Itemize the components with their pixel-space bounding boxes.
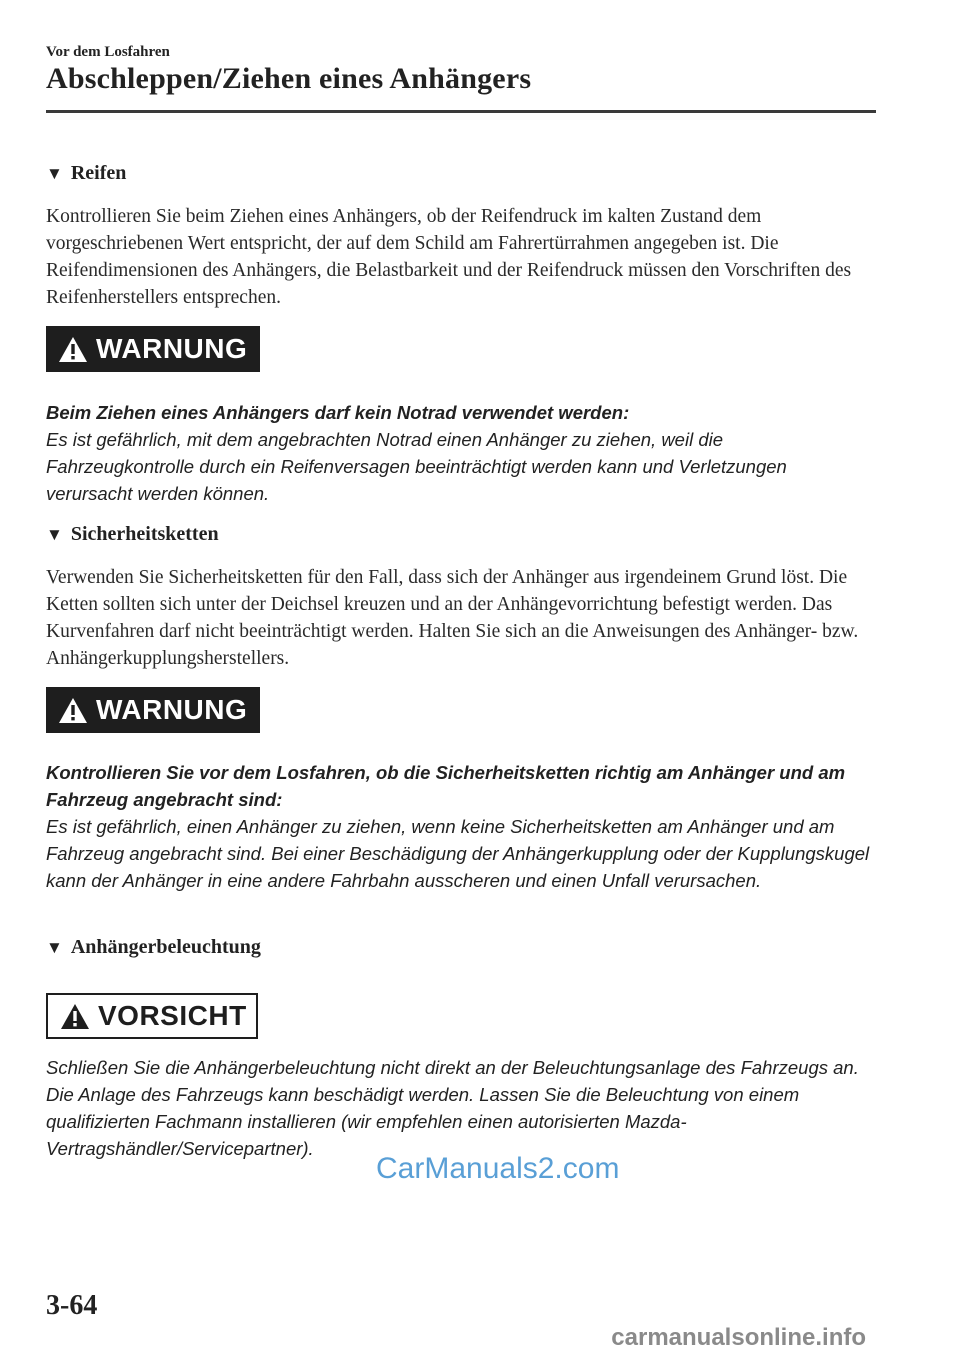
warning-lead: Beim Ziehen eines Anhängers darf kein Notrad verwendet werden: — [46, 402, 630, 423]
triangle-down-icon: ▼ — [46, 938, 63, 957]
warning-note — [46, 759, 876, 894]
warning-badge — [46, 326, 260, 372]
warning-lead: Kontrollieren Sie vor dem Losfahren, ob die Sicherheitsketten richtig am Anhänger und am Fahrzeug angebracht sind: — [46, 762, 846, 810]
watermark-logo: CarManuals2.com — [376, 1152, 620, 1185]
caution-note — [46, 1054, 876, 1162]
warning-label: WARNUNG — [96, 694, 248, 725]
section-sicherheitsketten — [46, 521, 876, 547]
warning-note — [46, 399, 876, 507]
caution-badge — [46, 993, 258, 1039]
triangle-down-icon: ▼ — [46, 164, 63, 183]
warning-badge — [46, 687, 260, 733]
section-reifen — [46, 160, 876, 186]
warning-triangle-icon — [58, 697, 88, 724]
footer-site-mark: carmanualsonline.info — [611, 1324, 866, 1351]
caution-label: VORSICHT — [98, 1000, 247, 1031]
page-number: 3-64 — [46, 1290, 98, 1321]
caution-triangle-icon — [60, 1003, 90, 1030]
warning-label: WARNUNG — [96, 333, 248, 364]
chapter-kicker: Vor dem Losfahren — [46, 44, 170, 60]
warning-text: Es ist gefährlich, einen Anhänger zu ziehen, wenn keine Sicherheitsketten am Anhänger und am Fahrzeug angebracht sind. Bei einer Beschädigung der Anhängerkupplung oder der Kupplungskugel kann der Anhänger in eine andere Fahrbahn ausscheren und einen Unfall verursachen. — [46, 816, 870, 891]
section-heading-label: Reifen — [70, 162, 127, 184]
section-heading — [46, 521, 876, 547]
section-heading — [46, 160, 876, 186]
section-heading-label: Anhängerbeleuchtung — [70, 936, 261, 958]
manual-page — [46, 0, 876, 1360]
caution-text: Schließen Sie die Anhängerbeleuchtung nicht direkt an der Beleuchtungsanlage des Fahrzeugs an. Die Anlage des Fahrzeugs kann beschädigt werden. Lassen Sie die Beleuchtung von einem qualifizierten Fachmann installieren (wir empfehlen einen autorisierten Mazda-Vertragshändler/Servicepartner). — [46, 1057, 859, 1159]
section-heading-label: Sicherheitsketten — [70, 523, 219, 545]
section-body-sicherheitsketten: Verwenden Sie Sicherheitsketten für den Fall, dass sich der Anhänger aus irgendeinem Grund löst. Die Ketten sollten sich unter der Deichsel kreuzen und an der Anhängevorrichtung befestigt werden. Das Kurvenfahren darf nicht beeinträchtigt werden. Halten Sie sich an die Anweisungen des Anhänger- bzw. Anhängerkupplungsherstellers. — [46, 567, 859, 669]
section-body-reifen: Kontrollieren Sie beim Ziehen eines Anhängers, ob der Reifendruck im kalten Zustand dem vorgeschriebenen Wert entspricht, der auf dem Schild am Fahrertürrahmen angegeben ist. Die Reifendimensionen des Anhängers, die Belastbarkeit und der Reifendruck müssen den Vorschriften des Reifenherstellers entsprechen. — [46, 206, 852, 308]
triangle-down-icon: ▼ — [46, 525, 63, 544]
warning-triangle-icon — [58, 336, 88, 363]
page-title: Abschleppen/Ziehen eines Anhängers — [46, 62, 532, 95]
section-anhaengerbeleuchtung — [46, 934, 876, 960]
header-rule — [46, 110, 876, 113]
section-heading — [46, 934, 876, 960]
warning-text: Es ist gefährlich, mit dem angebrachten Notrad einen Anhänger zu ziehen, weil die Fahrzeugkontrolle durch ein Reifenversagen beeinträchtigt werden kann und Verletzungen verursacht werden können. — [46, 429, 787, 504]
